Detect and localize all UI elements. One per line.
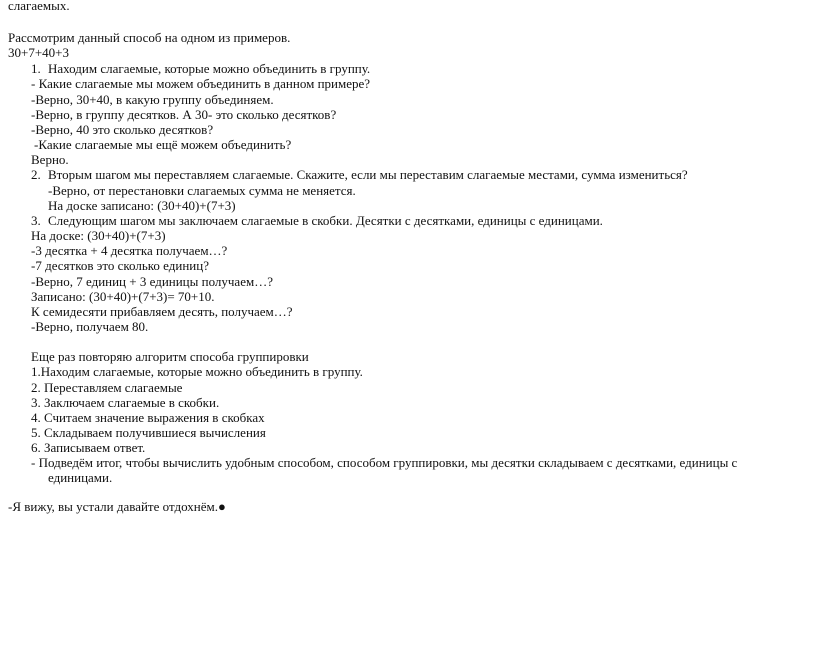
dialog-line: К семидесяти прибавляем десять, получаем…?: [31, 304, 293, 319]
dialog-line: Записано: (30+40)+(7+3)= 70+10.: [31, 289, 215, 304]
step-2: [31, 167, 688, 182]
dialog-line: -Какие слагаемые мы ещё можем объединить?: [34, 137, 292, 152]
step-number: 1.: [31, 61, 41, 76]
dialog-line: -Верно, 40 это сколько десятков?: [31, 122, 214, 137]
step-number: 2.: [31, 167, 41, 182]
step-text: Следующим шагом мы заключаем слагаемые в скобки. Десятки с десятками, единицы с единицами.: [48, 213, 603, 228]
summary-line-continued: единицами.: [48, 470, 113, 485]
dialog-line: -Верно, от перестановки слагаемых сумма не меняется.: [48, 183, 356, 198]
algorithm-step: 1.Находим слагаемые, которые можно объединить в группу.: [31, 364, 363, 379]
rest-line: [8, 499, 226, 514]
algorithm-step: 4. Считаем значение выражения в скобках: [31, 410, 265, 425]
summary-line: - Подведём итог, чтобы вычислить удобным способом, способом группировки, мы десятки складываем с десятками, единицы с: [31, 455, 738, 470]
step-text: Находим слагаемые, которые можно объединить в группу.: [48, 61, 371, 76]
dialog-line: На доске записано: (30+40)+(7+3): [48, 198, 236, 213]
example-expression: 30+7+40+3: [8, 45, 69, 60]
step-1: [31, 61, 370, 76]
algorithm-title: Еще раз повторяю алгоритм способа группировки: [31, 349, 309, 364]
dialog-line: -Верно, в группу десятков. А 30- это сколько десятков?: [31, 107, 337, 122]
algorithm-step: 5. Складываем получившиеся вычисления: [31, 425, 266, 440]
step-3: [31, 213, 603, 228]
dialog-line: -7 десятков это сколько единиц?: [31, 258, 209, 273]
dialog-line: -Верно, 7 единиц + 3 единицы получаем…?: [31, 274, 273, 289]
algorithm-step: 3. Заключаем слагаемые в скобки.: [31, 395, 220, 410]
rest-text: -Я вижу, вы устали давайте отдохнём.: [8, 499, 218, 514]
step-text: Вторым шагом мы переставляем слагаемые. Скажите, если мы переставим слагаемые местами, сумма измениться?: [48, 167, 688, 182]
algorithm-step: 6. Записываем ответ.: [31, 440, 146, 455]
dialog-line: -3 десятка + 4 десятка получаем…?: [31, 243, 228, 258]
dialog-line: - Какие слагаемые мы можем объединить в данном примере?: [31, 76, 371, 91]
dialog-line: Верно.: [31, 152, 69, 167]
dialog-line: На доске: (30+40)+(7+3): [31, 228, 166, 243]
text-line: слагаемых.: [8, 0, 70, 13]
intro-text: Рассмотрим данный способ на одном из примеров.: [8, 30, 291, 45]
dialog-line: -Верно, 30+40, в какую группу объединяем.: [31, 92, 274, 107]
bullet-icon: ●: [217, 499, 226, 514]
dialog-line: -Верно, получаем 80.: [31, 319, 149, 334]
step-number: 3.: [31, 213, 41, 228]
algorithm-step: 2. Переставляем слагаемые: [31, 380, 183, 395]
